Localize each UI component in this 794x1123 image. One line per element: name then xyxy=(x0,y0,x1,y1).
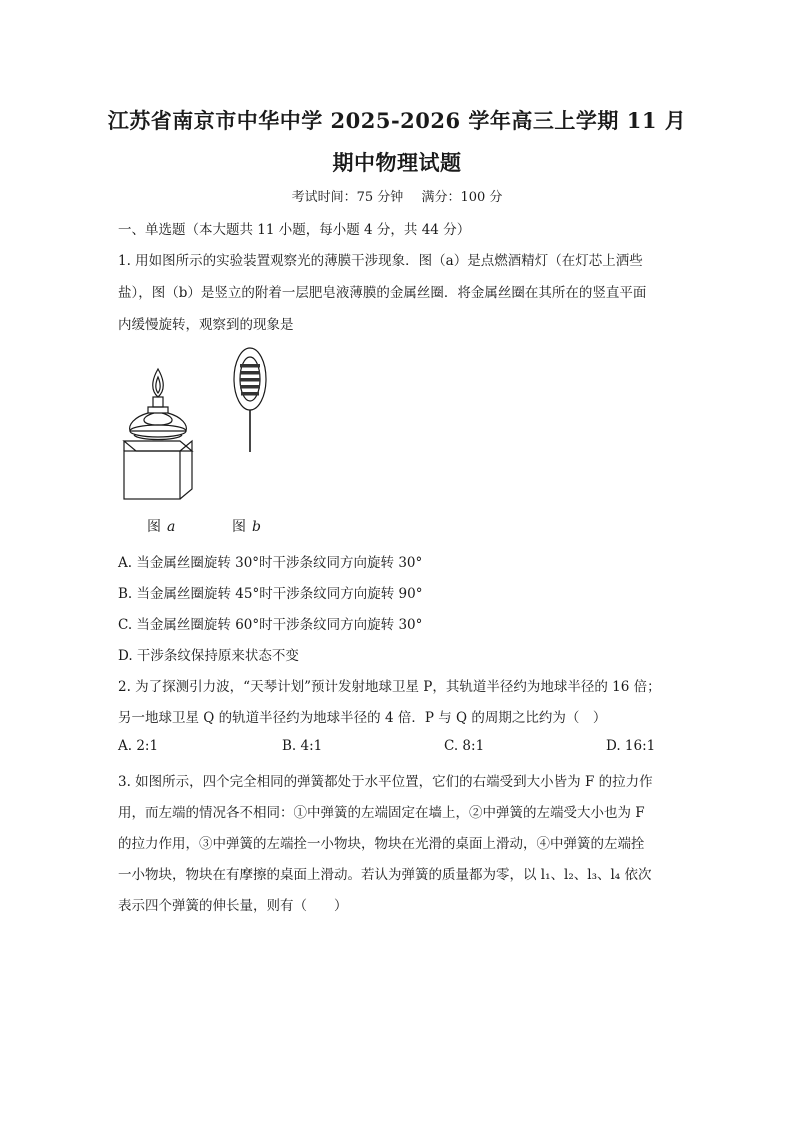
q1-option-c: C. 当金属丝圈旋转 60°时干涉条纹同方向旋转 30° xyxy=(118,617,423,633)
figure-a-caption: 图 a xyxy=(147,519,176,535)
full-score: 满分：100 分 xyxy=(421,190,503,205)
q3-line-2: 用，而左端的情况各不相同：①中弹簧的左端固定在墙上，②中弹簧的左端受大小也为 F xyxy=(118,805,645,821)
exam-time: 考试时间：75 分钟 xyxy=(291,190,404,205)
section-heading: 一、单选题（本大题共 11 小题，每小题 4 分，共 44 分） xyxy=(118,222,471,238)
q1-option-d: D. 干涉条纹保持原来状态不变 xyxy=(118,648,299,664)
q3-line-5: 表示四个弹簧的伸长量，则有（ ） xyxy=(118,898,348,914)
exam-meta xyxy=(0,186,794,205)
q3-line-4: 一小物块，物块在有摩擦的桌面上滑动。若认为弹簧的质量都为零，以 l₁、l₂、l₃、l₄ 依次 xyxy=(118,867,652,883)
q1-line-1: 1. 用如图所示的实验装置观察光的薄膜干涉现象．图（a）是点燃酒精灯（在灯芯上洒些 xyxy=(118,253,643,269)
alcohol-lamp-figure xyxy=(118,365,198,503)
exam-title-line2: 期中物理试题 xyxy=(332,150,462,175)
figure-b-caption: 图 b xyxy=(232,519,261,535)
q2-choice-d: D. 16:1 xyxy=(606,738,656,754)
q3-line-3: 的拉力作用，③中弹簧的左端拴一小物块，物块在光滑的桌面上滑动，④中弹簧的左端拴 xyxy=(118,836,645,852)
exam-title-line1: 江苏省南京市中华中学 2025-2026 学年高三上学期 11 月 xyxy=(107,108,687,133)
q3-line-1: 3. 如图所示，四个完全相同的弹簧都处于水平位置，它们的右端受到大小皆为 F 的拉力作 xyxy=(118,774,653,790)
soap-film-loop-figure xyxy=(232,346,268,454)
q1-line-3: 内缓慢旋转，观察到的现象是 xyxy=(118,317,294,333)
q2-choice-c: C. 8:1 xyxy=(444,738,485,754)
q1-option-b: B. 当金属丝圈旋转 45°时干涉条纹同方向旋转 90° xyxy=(118,586,423,602)
q2-choice-a: A. 2:1 xyxy=(118,738,159,754)
q2-line-2: 另一地球卫星 Q 的轨道半径约为地球半径的 4 倍．P 与 Q 的周期之比约为（ ） xyxy=(118,710,607,726)
q2-line-1: 2. 为了探测引力波，“天琴计划”预计发射地球卫星 P，其轨道半径约为地球半径的 16 倍； xyxy=(118,679,661,695)
q1-line-2: 盐），图（b）是竖立的附着一层肥皂液薄膜的金属丝圈．将金属丝圈在其所在的竖直平面 xyxy=(118,285,647,301)
q2-choice-b: B. 4:1 xyxy=(282,738,323,754)
q1-option-a: A. 当金属丝圈旋转 30°时干涉条纹同方向旋转 30° xyxy=(118,555,423,571)
